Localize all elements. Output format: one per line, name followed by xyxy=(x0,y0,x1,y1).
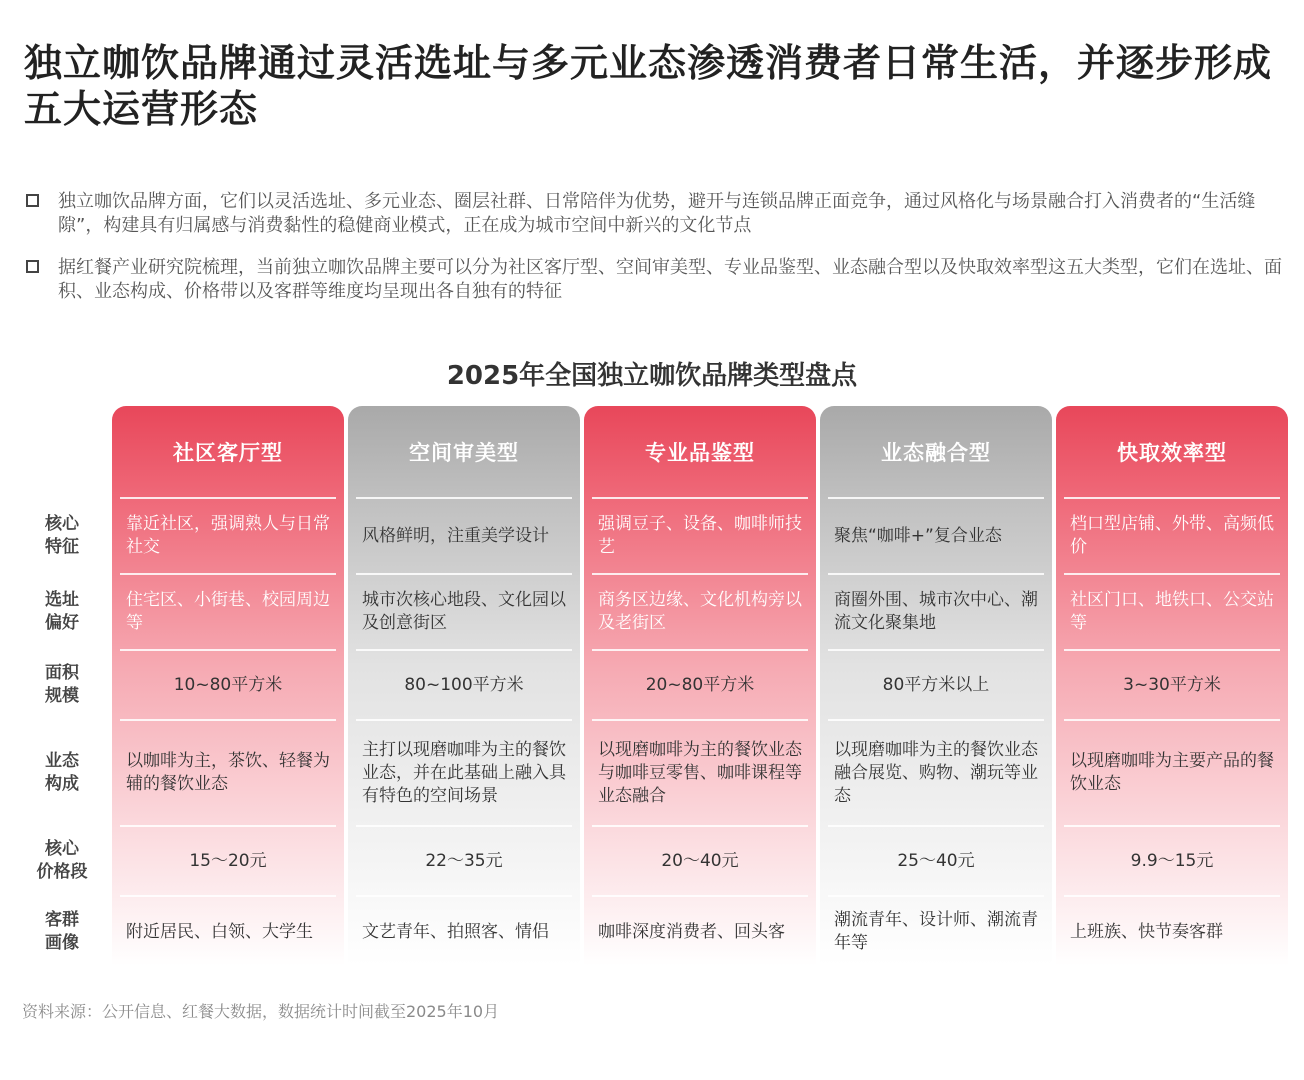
type-column xyxy=(584,406,816,968)
row-label: 核心 价格段 xyxy=(36,839,88,882)
table-cell: 文艺青年、拍照客、情侣 xyxy=(362,921,549,942)
row-label: 客群 画像 xyxy=(45,910,79,953)
table-cell: 上班族、快节奏客群 xyxy=(1070,921,1223,942)
table-cell: 附近居民、白领、大学生 xyxy=(126,921,313,942)
table-cell: 住宅区、小街巷、校园周边等 xyxy=(126,590,330,633)
page-title: 独立咖饮品牌通过灵活选址与多元业态渗透消费者日常生活，并逐步形成五大运营形态 xyxy=(24,41,1273,131)
table-cell: 档口型店铺、外带、高频低价 xyxy=(1070,514,1274,557)
type-column xyxy=(348,406,580,968)
square-bullet-icon xyxy=(26,260,39,273)
source-note: 资料来源：公开信息、红餐大数据，数据统计时间截至2025年10月 xyxy=(22,1002,500,1021)
table-cell: 以咖啡为主，茶饮、轻餐为辅的餐饮业态 xyxy=(126,751,330,794)
bullet-item xyxy=(24,190,1284,238)
table-cell: 25～40元 xyxy=(897,850,975,871)
table-cell: 以现磨咖啡为主的餐饮业态与咖啡豆零售、咖啡课程等业态融合 xyxy=(598,739,802,806)
table-cell: 商圈外围、城市次中心、潮流文化聚集地 xyxy=(834,590,1038,633)
table-cell: 风格鲜明，注重美学设计 xyxy=(362,525,549,546)
table-cell: 20～40元 xyxy=(661,850,739,871)
table-title: 2025年全国独立咖饮品牌类型盘点 xyxy=(446,361,858,391)
table-cell: 潮流青年、设计师、潮流青年等 xyxy=(834,910,1038,953)
column-header: 快取效率型 xyxy=(1117,441,1227,465)
table-cell: 商务区边缘、文化机构旁以及老街区 xyxy=(598,590,802,633)
type-column xyxy=(820,406,1052,968)
table-cell: 聚焦“咖啡+”复合业态 xyxy=(834,525,1002,546)
bullet-text: 独立咖饮品牌方面，它们以灵活选址、多元业态、圈层社群、日常陪伴为优势，避开与连锁品牌正面竞争，通过风格化与场景融合打入消费者的“生活缝隙”，构建具有归属感与消费黏性的稳健商业模式，正在成为城市空间中新兴的文化节点 xyxy=(58,191,1256,236)
table-cell: 3~30平方米 xyxy=(1123,674,1221,695)
column-header: 社区客厅型 xyxy=(173,441,283,465)
table-cell: 9.9～15元 xyxy=(1130,850,1214,871)
table-cell: 靠近社区，强调熟人与日常社交 xyxy=(126,514,330,557)
row-label: 面积 规模 xyxy=(45,663,79,706)
row-label: 核心 特征 xyxy=(45,514,79,557)
table-cell: 以现磨咖啡为主的餐饮业态融合展览、购物、潮玩等业态 xyxy=(834,739,1038,806)
column-header: 空间审美型 xyxy=(409,441,519,465)
row-label: 选址 偏好 xyxy=(45,590,79,633)
row-label: 业态 构成 xyxy=(45,751,79,794)
table-cell: 15～20元 xyxy=(189,850,267,871)
table-cell: 22～35元 xyxy=(425,850,503,871)
table-cell: 社区门口、地铁口、公交站等 xyxy=(1070,590,1274,633)
table-cell: 20~80平方米 xyxy=(645,674,755,695)
table-cell: 主打以现磨咖啡为主的餐饮业态，并在此基础上融入具有特色的空间场景 xyxy=(362,739,566,806)
table-cell: 咖啡深度消费者、回头客 xyxy=(598,921,785,942)
table-cell: 城市次核心地段、文化园以及创意街区 xyxy=(362,590,566,633)
bullet-item xyxy=(24,256,1284,304)
table-cell: 以现磨咖啡为主要产品的餐饮业态 xyxy=(1070,751,1274,794)
table-cell: 强调豆子、设备、咖啡师技艺 xyxy=(598,514,802,557)
column-header: 业态融合型 xyxy=(881,441,991,465)
column-header: 专业品鉴型 xyxy=(645,441,755,465)
type-column xyxy=(112,406,344,968)
table-cell: 80~100平方米 xyxy=(404,674,524,695)
square-bullet-icon xyxy=(26,194,39,207)
table-cell: 80平方米以上 xyxy=(882,674,990,695)
type-column xyxy=(1056,406,1288,968)
bullet-text: 据红餐产业研究院梳理，当前独立咖饮品牌主要可以分为社区客厅型、空间审美型、专业品鉴型、业态融合型以及快取效率型这五大类型，它们在选址、面积、业态构成、价格带以及客群等维度均呈现出各自独有的特征 xyxy=(58,257,1282,302)
bullet-list xyxy=(24,190,1284,322)
table-cell: 10~80平方米 xyxy=(173,674,283,695)
